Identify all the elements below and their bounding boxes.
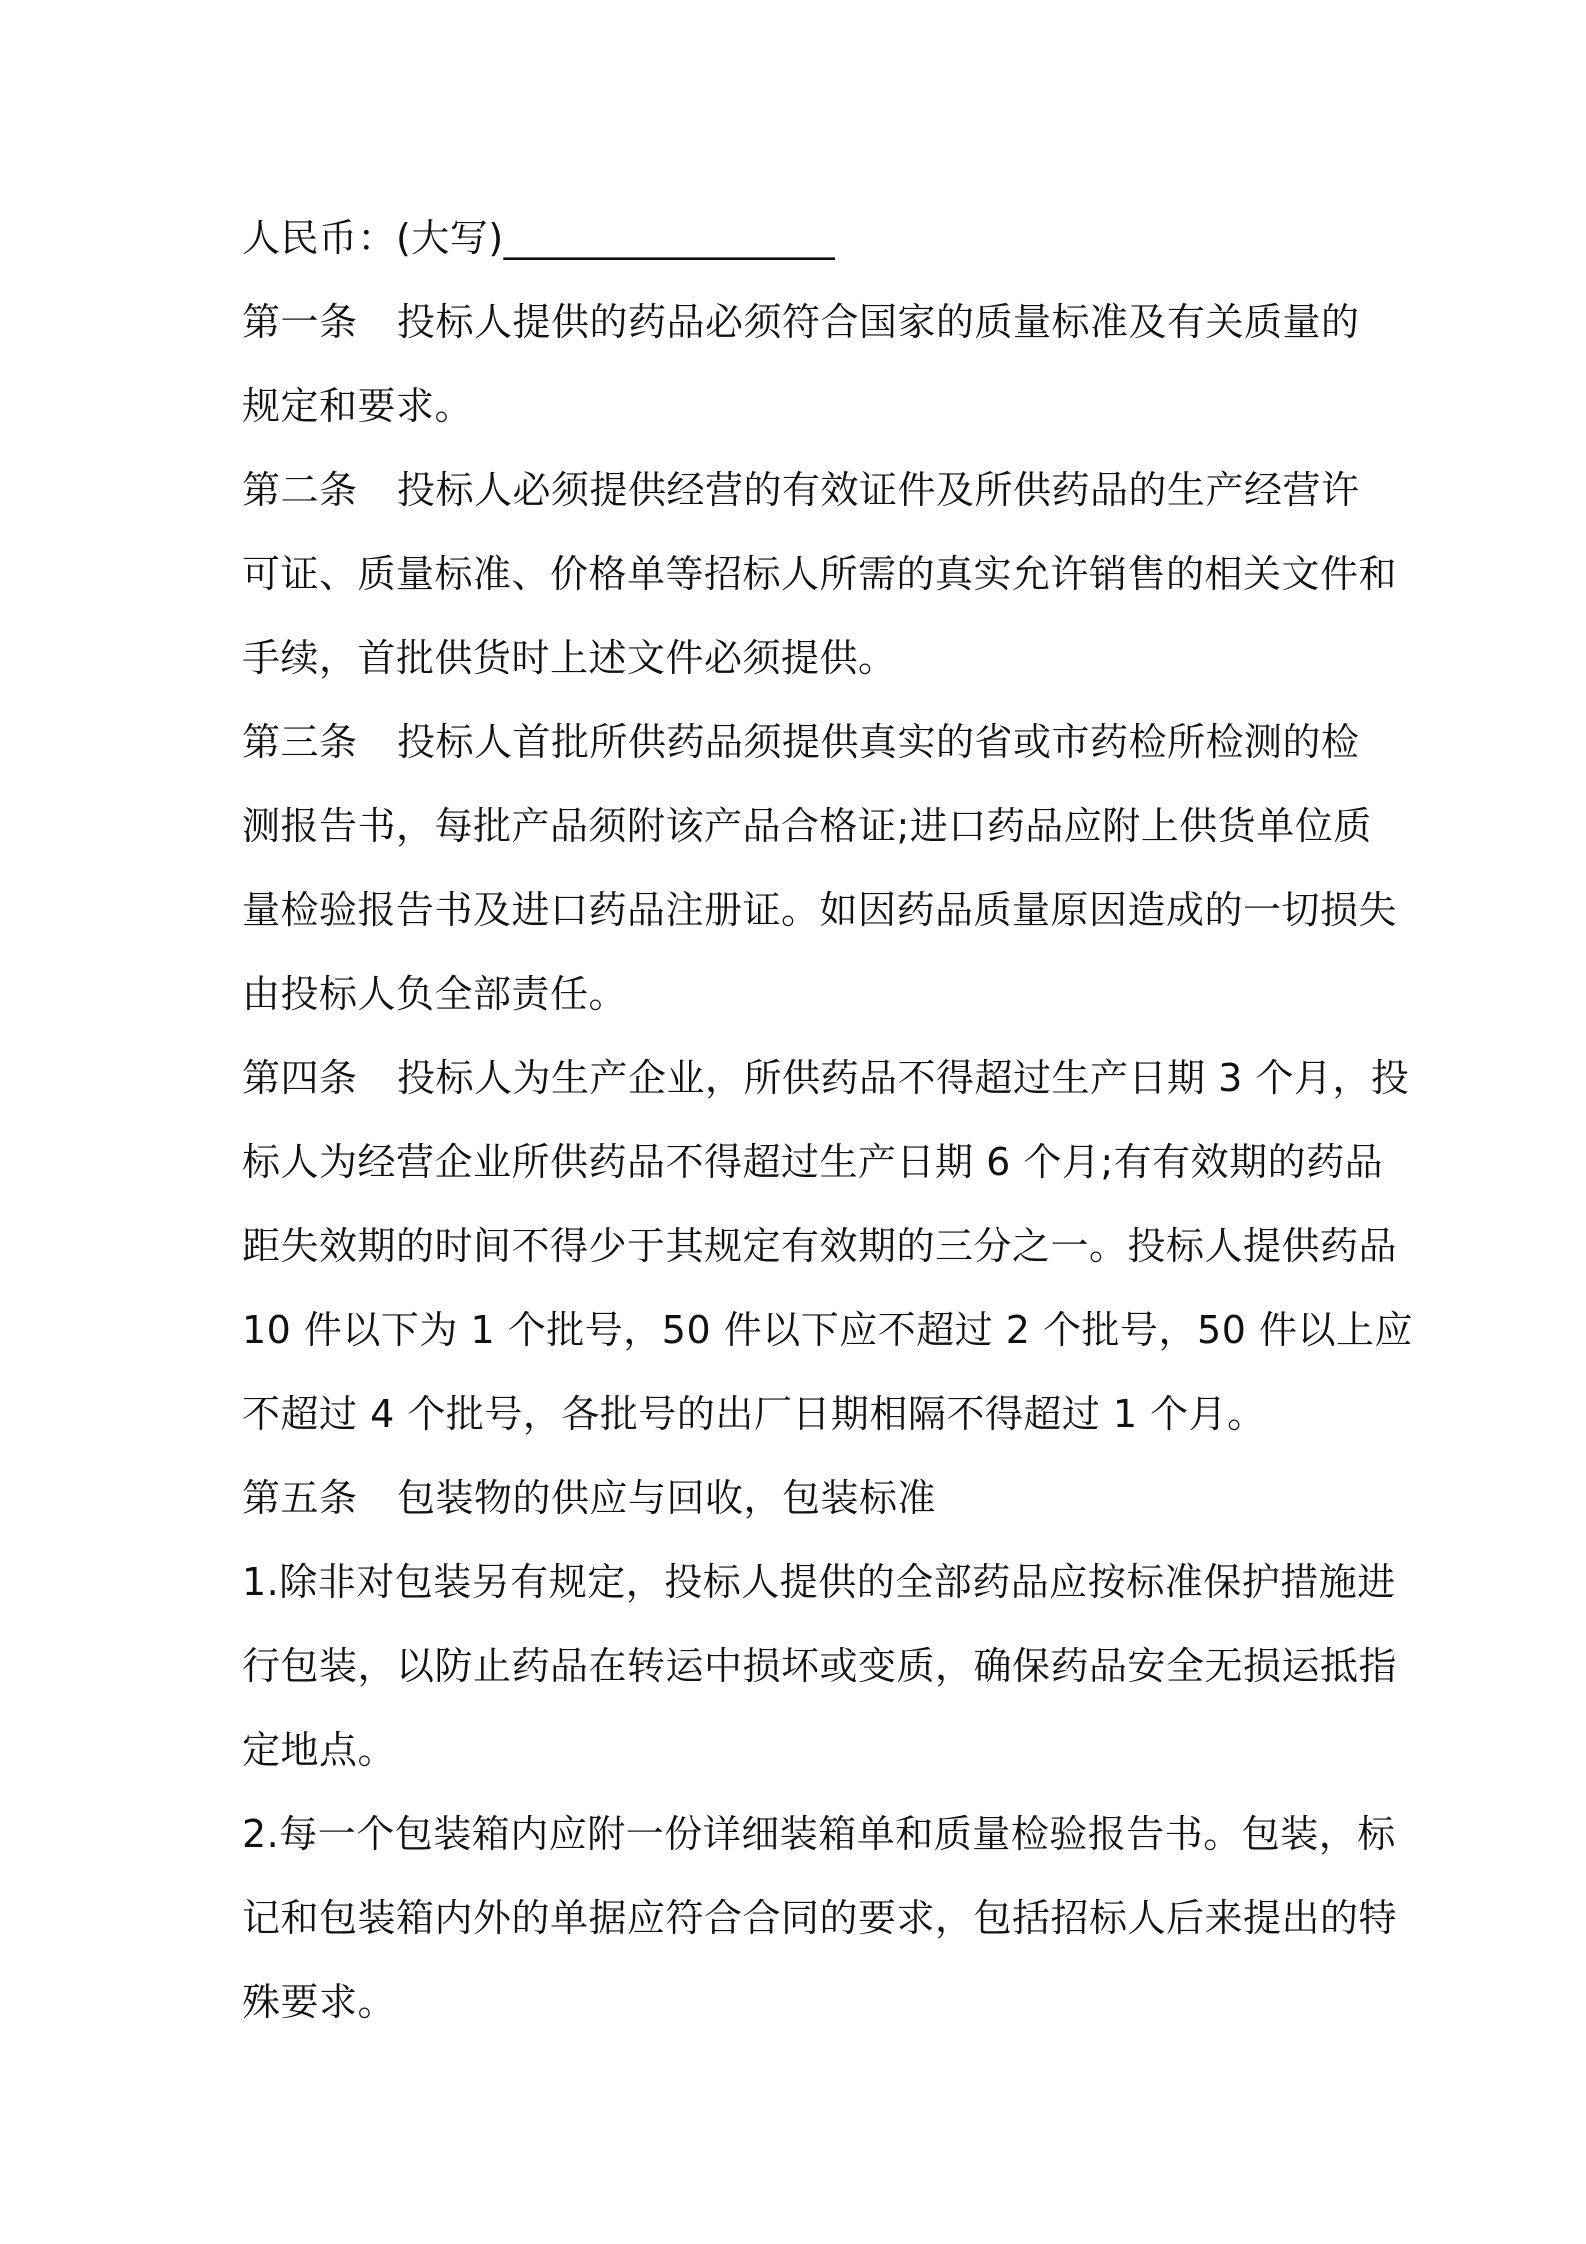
article-3 <box>242 700 1398 1036</box>
item-line: 殊要求。 <box>242 1980 397 2024</box>
article-line: 投标人必须提供经营的有效证件及所供药品的生产经营许 <box>397 468 1360 512</box>
article-line: 规定和要求。 <box>242 384 474 428</box>
article-label: 第三条 <box>242 720 358 764</box>
article-line: 10 件以下为 1 个批号，50 件以下应不超过 2 个批号，50 件以上应 <box>242 1308 1413 1352</box>
item-line: 1.除非对包装另有规定，投标人提供的全部药品应按标准保护措施进 <box>242 1560 1396 1604</box>
article-line: 投标人首批所供药品须提供真实的省或市药检所检测的检 <box>397 720 1360 764</box>
article-4 <box>242 1036 1413 1456</box>
article-2 <box>242 448 1398 700</box>
currency-line <box>242 196 1357 280</box>
item-line: 2.每一个包装箱内应附一份详细装箱单和质量检验报告书。包装，标 <box>242 1812 1396 1856</box>
article-line: 投标人提供的药品必须符合国家的质量标准及有关质量的 <box>397 300 1360 344</box>
article-line: 可证、质量标准、价格单等招标人所需的真实允许销售的相关文件和 <box>242 552 1398 596</box>
currency-line-text: 人民币：(大写)_________________ <box>242 216 836 260</box>
document-page <box>242 196 1413 2044</box>
article-line: 不超过 4 个批号，各批号的出厂日期相隔不得超过 1 个月。 <box>242 1392 1266 1436</box>
article-line: 手续，首批供货时上述文件必须提供。 <box>242 636 897 680</box>
packaging-item-1 <box>242 1540 1398 1792</box>
article-1 <box>242 280 1360 448</box>
article-label: 第二条 <box>242 468 358 512</box>
article-line: 包装物的供应与回收，包装标准 <box>397 1476 937 1520</box>
article-label: 第五条 <box>242 1476 358 1520</box>
article-line: 测报告书，每批产品须附该产品合格证;进口药品应附上供货单位质 <box>242 804 1372 848</box>
item-line: 行包装，以防止药品在转运中损坏或变质，确保药品安全无损运抵指 <box>242 1644 1398 1688</box>
packaging-item-2 <box>242 1792 1398 2044</box>
article-line: 由投标人负全部责任。 <box>242 972 628 1016</box>
article-line: 标人为经营企业所供药品不得超过生产日期 6 个月;有有效期的药品 <box>242 1140 1384 1184</box>
article-line: 距失效期的时间不得少于其规定有效期的三分之一。投标人提供药品 <box>242 1224 1398 1268</box>
article-line: 量检验报告书及进口药品注册证。如因药品质量原因造成的一切损失 <box>242 888 1398 932</box>
article-line: 投标人为生产企业，所供药品不得超过生产日期 3 个月，投 <box>397 1056 1410 1100</box>
article-5 <box>242 1456 1357 1540</box>
article-label: 第四条 <box>242 1056 358 1100</box>
article-label: 第一条 <box>242 300 358 344</box>
item-line: 记和包装箱内外的单据应符合合同的要求，包括招标人后来提出的特 <box>242 1896 1398 1940</box>
item-line: 定地点。 <box>242 1728 397 1772</box>
